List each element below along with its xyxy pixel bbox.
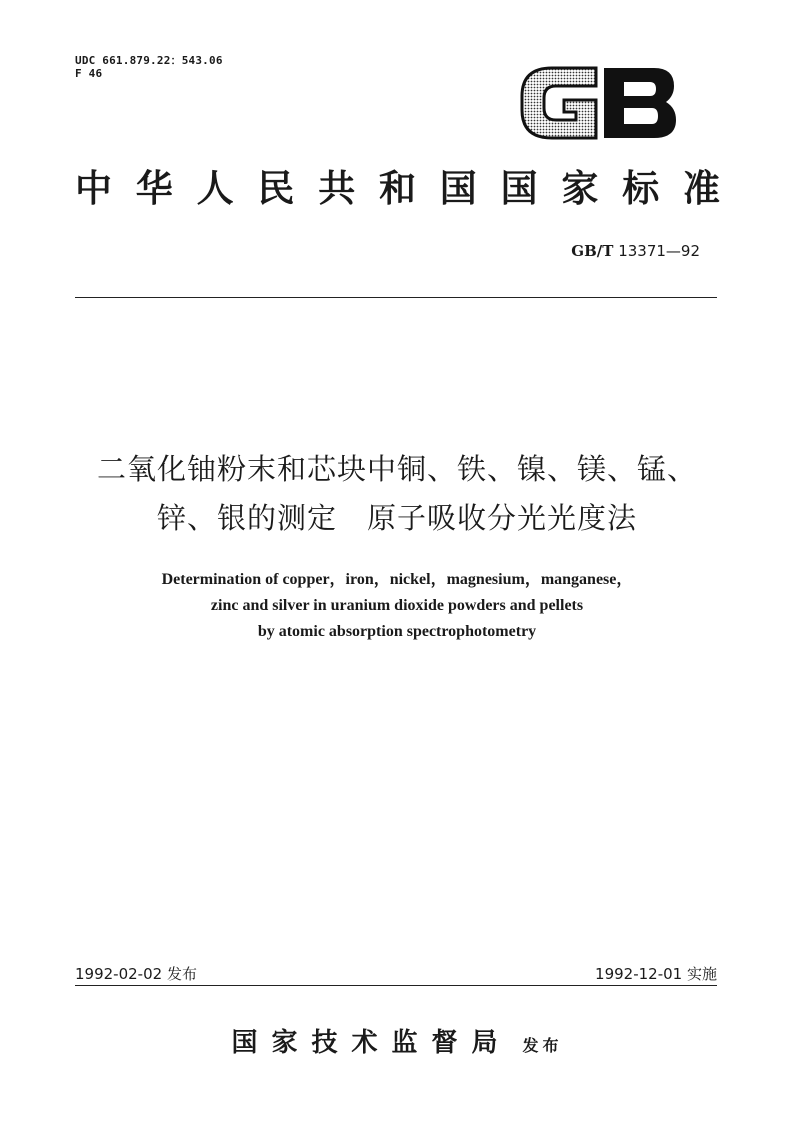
- classification-code: F 46: [75, 67, 103, 80]
- issue-date: 1992-02-02 发布: [75, 965, 197, 983]
- national-standard-title: 中华人民共和国国家标准: [75, 166, 720, 210]
- english-title: [60, 567, 734, 645]
- gb-logo-text: GB: [518, 62, 520, 63]
- standard-number: [571, 242, 700, 260]
- issuer-name: 国家技术监督局: [231, 1028, 512, 1058]
- english-title-line-2: zinc and silver in uranium dioxide powders and pellets: [210, 597, 584, 614]
- chinese-title-line-2: 锌、银的测定 原子吸收分光光度法: [156, 501, 637, 535]
- issuer: [0, 1022, 794, 1059]
- standard-code: 13371—92: [618, 242, 700, 260]
- english-title-line-1: Determination of copper，iron，nickel，magnesium，manganese，: [161, 571, 633, 588]
- chinese-title-line-1: 二氧化铀粉末和芯块中铜、铁、镍、镁、锰、: [96, 452, 697, 486]
- implementation-date: 1992-12-01 实施: [595, 965, 717, 983]
- bottom-divider: [75, 985, 717, 986]
- chinese-title: [60, 445, 734, 543]
- top-divider: [75, 297, 717, 298]
- issuer-action: 发布: [522, 1036, 563, 1055]
- standard-prefix: GB/T: [571, 242, 614, 260]
- english-title-line-3: by atomic absorption spectrophotometry: [257, 623, 537, 640]
- udc-code: UDC 661.879.22：543.06: [75, 54, 223, 67]
- gb-logo: [518, 62, 678, 144]
